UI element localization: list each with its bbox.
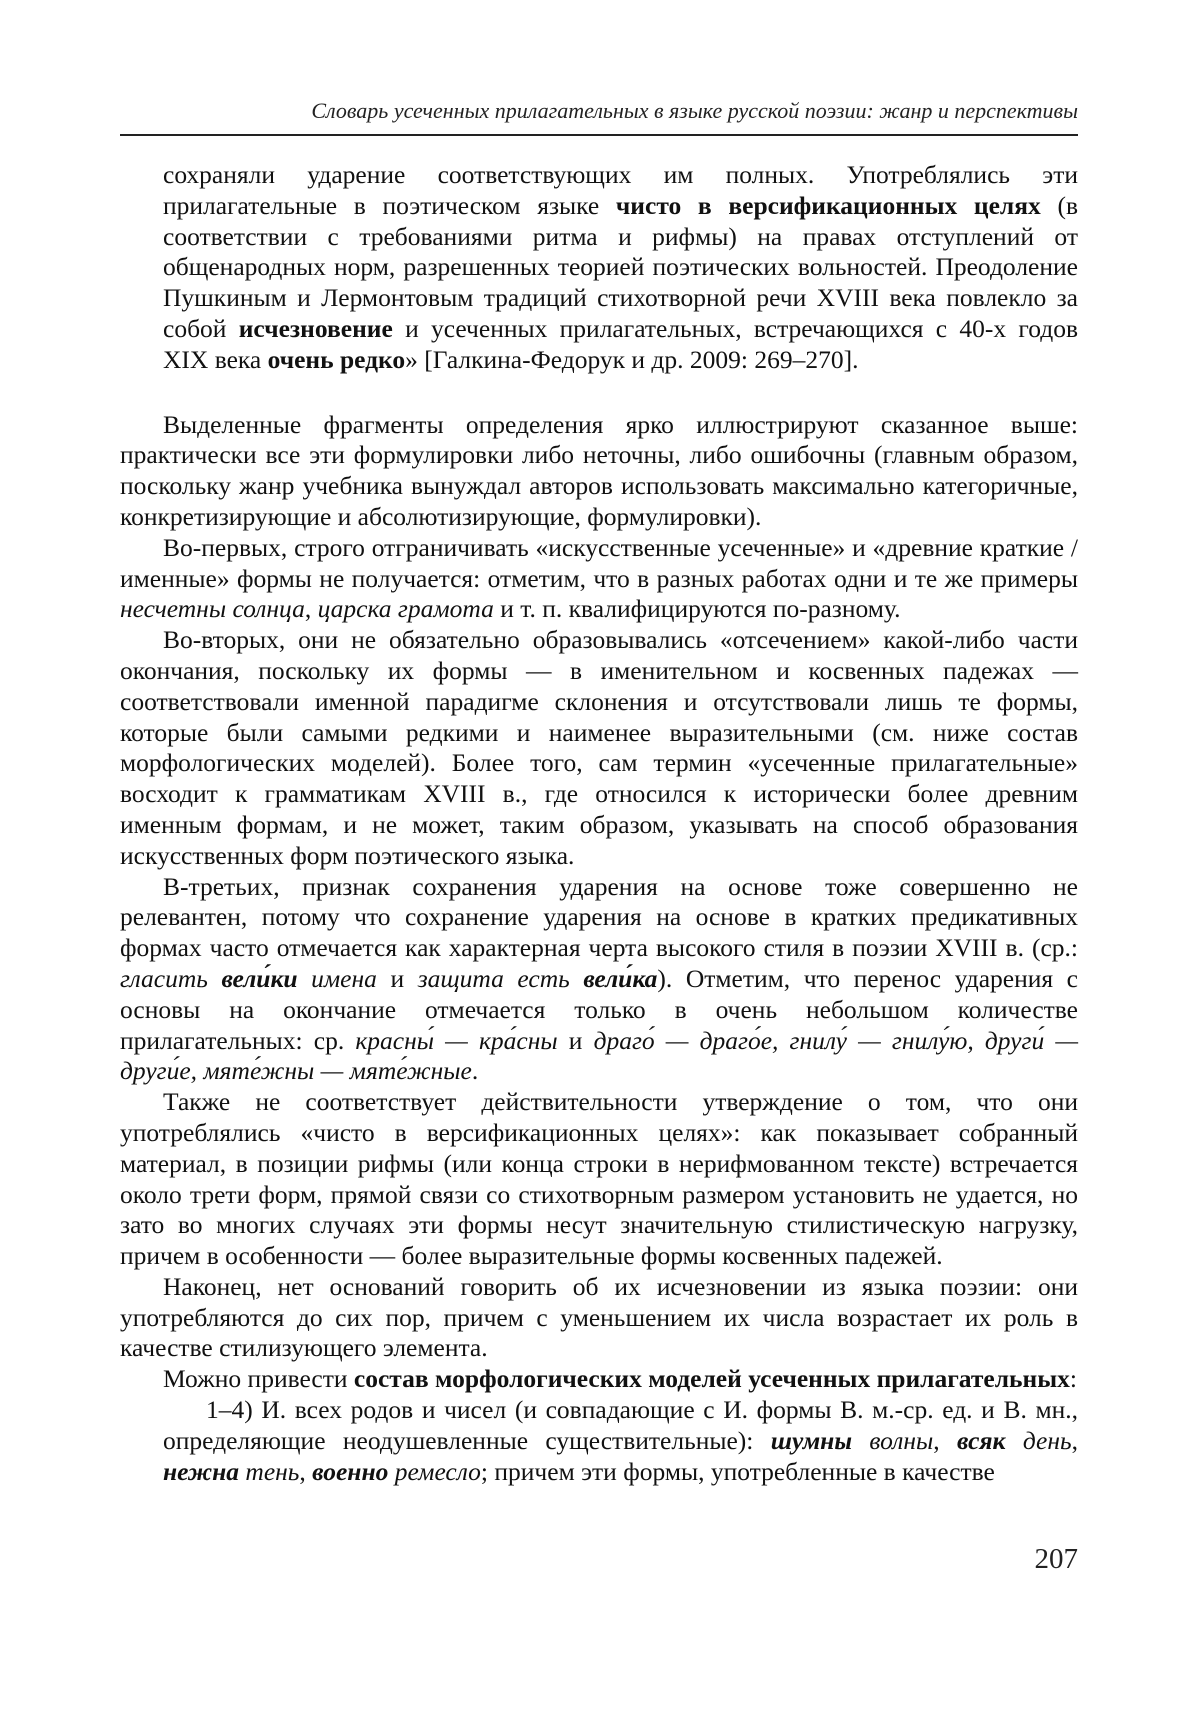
paragraph-gap bbox=[120, 376, 1078, 410]
quote-text: (в соответствии с требованиями ритма и рифмы) на правах отступлений от общенародных норм, разрешенных теорией поэтических вольностей. Преодоление Пушкиным и Лермонтовым традиций стихотворной речи XVIII века повлекло за собой bbox=[163, 190, 1078, 343]
list-text: 1–4) И. всех родов и чисел (и совпадающие с И. формы В. м.-ср. ед. и В. мн., определяющие неодушевленные существительные): bbox=[163, 1395, 1078, 1455]
example-bold-italic: шумны bbox=[770, 1425, 853, 1455]
quote-text: сохраняли ударение соответствующих им полных. Употреблялись эти прилагательные в поэтическом языке bbox=[163, 160, 1078, 220]
paragraph-bold: состав морфологических моделей усеченных прилагательных bbox=[353, 1364, 1070, 1394]
paragraph-text: и т. п. квалифицируются по-разному. bbox=[493, 594, 901, 624]
quote-continuation bbox=[163, 160, 1078, 376]
paragraph-text: и bbox=[557, 1025, 594, 1055]
paragraph-finally: Наконец, нет оснований говорить об их исчезновении из языка поэзии: они употребляются до сих пор, причем с уменьшением их числа возрастает их роль в качестве стилизующего элемента. bbox=[120, 1271, 1078, 1363]
quote-text: » [Галкина-Федорук и др. 2009: 269–270]. bbox=[405, 344, 859, 374]
example-italic: ремесло bbox=[394, 1456, 481, 1486]
example-italic: несчетны солнца bbox=[120, 594, 305, 624]
list-text: , bbox=[299, 1456, 313, 1486]
example-italic: гласить bbox=[120, 963, 208, 993]
example-bold-italic: вели́ка bbox=[583, 963, 658, 993]
example-bold-italic: военно bbox=[312, 1456, 389, 1486]
list-text: , bbox=[1071, 1425, 1079, 1455]
paragraph-versification: Также не соответствует действительности утверждение о том, что они употреблялись «чисто в версификационных целях»: как показывает собранный материал, в позиции рифмы (или конца строки в нерифмованном тексте) встречается около трети форм, прямой связи со стихотворным размером установить не удается, но зато во многих случаях эти формы несут значительную стилистическую нагрузку, причем в особенности — более выразительные формы косвенных падежей. bbox=[120, 1087, 1078, 1271]
example-italic: драго́ — драго́е, гнилу́ — гнилу́ю, други́ — други́е, мяте́жны — мяте́жные bbox=[120, 1025, 1078, 1086]
paragraph-firstly bbox=[120, 533, 1078, 625]
running-header: Словарь усеченных прилагательных в языке русской поэзии: жанр и перспективы bbox=[311, 98, 1078, 123]
quote-bold: чисто в версификационных целях bbox=[615, 190, 1041, 220]
example-italic: красны́ — кра́сны bbox=[355, 1025, 558, 1055]
example-bold-italic: всяк bbox=[957, 1425, 1006, 1455]
paragraph-text: . bbox=[471, 1056, 479, 1086]
paragraph-highlighted-fragments: Выделенные фрагменты определения ярко иллюстрируют сказанное выше: практически все эти формулировки либо неточны, либо ошибочны (главным образом, поскольку жанр учебника вынуждал авторов использовать максимально категоричные, конкретизирующие и абсолютизирующие, формулировки). bbox=[120, 409, 1078, 531]
paragraph-text: Можно привести bbox=[163, 1364, 354, 1394]
quote-text: и усеченных прилагательных, встречающихся с 40-х годов XIX века bbox=[163, 313, 1078, 374]
paragraph-text: Во-первых, строго отграничивать «искусственные усеченные» и «древние краткие / именные» формы не получается: отметим, что в разных работах одни и те же примеры bbox=[120, 532, 1078, 593]
paragraph-text: В-третьих, признак сохранения ударения на основе тоже совершенно не релевантен, потому что сохранение ударения на основе в кратких предикативных формах часто отмечается как характерная черта высокого стиля в поэзии XVIII в. (ср.: bbox=[120, 871, 1078, 963]
page-number: 207 bbox=[1034, 1543, 1078, 1575]
example-bold-italic: вели́ки bbox=[221, 963, 298, 993]
header-rule bbox=[120, 134, 1078, 136]
example-bold-italic: нежна bbox=[163, 1456, 240, 1486]
list-text: ; причем эти формы, употребленные в качестве bbox=[480, 1456, 995, 1486]
example-italic: волны bbox=[869, 1425, 934, 1455]
quote-bold: исчезновение bbox=[238, 313, 393, 343]
example-italic: царска грамота bbox=[317, 594, 494, 624]
example-italic: день bbox=[1022, 1425, 1072, 1455]
paragraph-text: : bbox=[1069, 1364, 1077, 1394]
example-italic: тень bbox=[245, 1456, 300, 1486]
paragraph-text: , bbox=[304, 594, 318, 624]
paragraph-thirdly bbox=[120, 872, 1078, 1088]
quote-bold: очень редко bbox=[267, 344, 406, 374]
example-italic: имена bbox=[311, 963, 377, 993]
list-text: , bbox=[933, 1425, 958, 1455]
paragraph-models-intro bbox=[120, 1364, 1078, 1395]
paragraph-secondly: Во-вторых, они не обязательно образовывались «отсечением» какой-либо части окончания, поскольку их формы — в именительном и косвенных падежах — соответствовали именной парадигме склонения и отсутствовали лишь те формы, которые были самыми редкими и наименее выразительными (см. ниже состав морфологических моделей). Более того, сам термин «усеченные прилагательные» восходит к грамматикам XVIII в., где относился к исторически более древним именным формам, и не может, таким образом, указывать на способ образования искусственных форм поэтического языка. bbox=[120, 625, 1078, 870]
body-text bbox=[120, 160, 1078, 1487]
example-italic: защита есть bbox=[417, 963, 570, 993]
paragraph-text: и bbox=[376, 963, 418, 993]
paragraph-text: ). Отметим, что перенос ударения с основы на окончание отмечается только в очень небольшом количестве прилагательных: ср. bbox=[120, 963, 1078, 1055]
model-list-item bbox=[163, 1395, 1078, 1487]
